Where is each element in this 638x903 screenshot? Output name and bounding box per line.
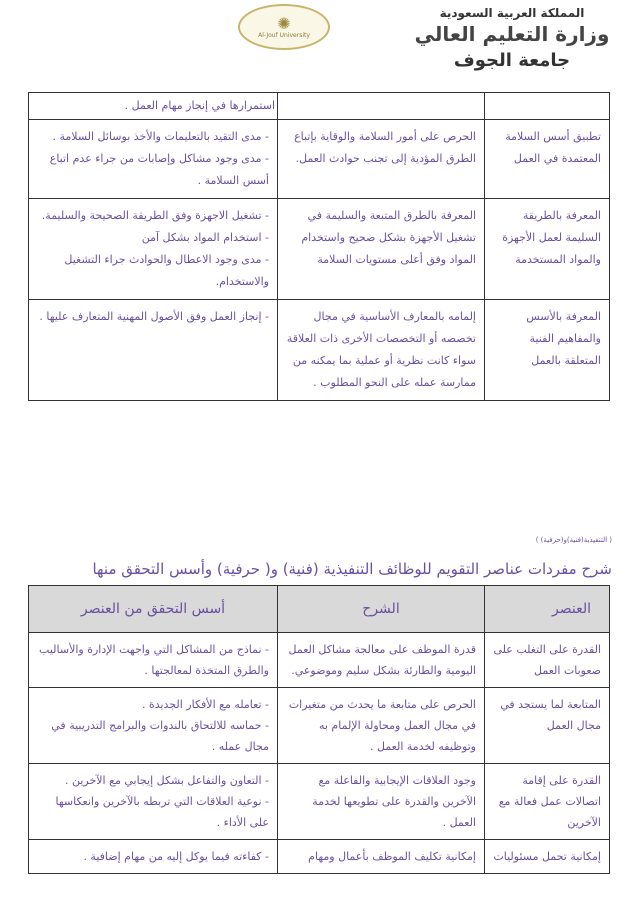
basis-item: - تعامله مع الأفكار الجديدة . — [141, 698, 269, 711]
basis-item: - حماسه للالتحاق بالندوات والبرامج التدريبية في مجال عمله . — [51, 719, 269, 753]
element-cell: القدرة على التغلب على صعوبات العمل — [485, 633, 610, 688]
table-row — [29, 120, 610, 199]
basis-item: - تشغيل الاجهزة وفق الطريقة الصحيحة والسليمة. — [41, 209, 269, 222]
bases-cell — [29, 840, 278, 874]
university-name: جامعة الجوف — [453, 50, 571, 71]
table-cell — [29, 93, 278, 120]
explanation-cell: إلمامه بالمعارف الأساسية في مجال تخصصه أو التخصصات الأخرى ذات العلاقة سواء كانت نظرية أو عملية بما يمكنه من ممارسة عمله على النحو المطلوب . — [278, 300, 485, 401]
table-row — [29, 688, 610, 764]
kingdom-name: المملكة العربية السعودية — [439, 6, 585, 20]
category-note: ( التنفيذية(فنية)و(حرفية) ) — [535, 536, 612, 544]
basis-item: - مدى التقيد بالتعليمات والأخذ بوسائل السلامة . — [52, 130, 269, 143]
section-title: شرح مفردات عناصر التقويم للوظائف التنفيذية (فنية) و( حرفية) وأسس التحقق منها — [92, 560, 612, 578]
bases-cell — [29, 199, 278, 300]
bases-cell — [29, 688, 278, 764]
bases-cell — [29, 633, 278, 688]
column-header-explanation: الشرح — [278, 586, 485, 633]
basis-item: - نماذج من المشاكل التي واجهت الإدارة والأساليب والطرق المتخذة لمعالجتها . — [39, 643, 269, 677]
table-row — [29, 633, 610, 688]
column-header-element: العنصر — [485, 586, 610, 633]
table-row — [29, 93, 610, 120]
table-row — [29, 199, 610, 300]
explanation-cell: وجود العلاقات الإيجابية والفاعلة مع الآخرين والقدرة على تطويعها لخدمة العمل . — [278, 764, 485, 840]
basis-item: - مدى وجود الاعطال والحوادث جراء التشغيل والاستخدام. — [64, 253, 269, 288]
table-cell — [485, 93, 610, 120]
table-row — [29, 300, 610, 401]
page-header — [0, 0, 638, 92]
bases-cell — [29, 300, 278, 401]
element-cell: تطبيق أسس السلامة المعتمدة في العمل — [485, 120, 610, 199]
table-cell — [278, 93, 485, 120]
explanation-cell: الحرص على متابعة ما يحدث من متغيرات في مجال العمل ومحاولة الإلمام به وتوظيفه لخدمة العمل . — [278, 688, 485, 764]
table-header-row — [29, 586, 610, 633]
element-cell: إمكانية تحمل مسئوليات — [485, 840, 610, 874]
column-header-bases: أسس التحقق من العنصر — [29, 586, 278, 633]
seal-emblem-icon: ✺ — [277, 13, 291, 33]
basis-item: - التعاون والتفاعل بشكل إيجابي مع الآخرين . — [64, 774, 269, 787]
explanation-cell: قدرة الموظف على معالجة مشاكل العمل اليومية والطارئة بشكل سليم وموضوعي. — [278, 633, 485, 688]
table-row — [29, 764, 610, 840]
ministry-name: وزارة التعليم العالي — [414, 22, 610, 46]
ministry-logo — [412, 6, 612, 71]
element-cell: المعرفة بالطريقة السليمة لعمل الأجهزة والمواد المستخدمة — [485, 199, 610, 300]
bases-cell — [29, 764, 278, 840]
basis-item: - نوعية العلاقات التي تربطه بالآخرين وانعكاسها على الأداء . — [55, 795, 269, 829]
element-cell: القدرة على إقامة اتصالات عمل فعالة مع الآخرين — [485, 764, 610, 840]
basis-item: - إنجاز العمل وفق الأصول المهنية المتعارف عليها . — [39, 310, 269, 323]
seal-text: Al-Jouf University — [258, 31, 310, 39]
bases-cell — [29, 120, 278, 199]
element-cell: المتابعة لما يستجد في مجال العمل — [485, 688, 610, 764]
explanation-cell: الحرص على أمور السلامة والوقاية بإتباع الطرق المؤدية إلى تجنب حوادث العمل. — [278, 120, 485, 199]
basis-item: - استخدام المواد بشكل آمن — [141, 231, 269, 244]
basis-item: - كفاءته فيما يوكل إليه من مهام إضافية . — [83, 850, 269, 863]
explanation-cell: إمكانية تكليف الموظف بأعمال ومهام — [278, 840, 485, 874]
basis-item: - مدى وجود مشاكل وإصابات من جراء عدم اتباع أسس السلامة . — [49, 152, 269, 187]
evaluation-table-1 — [28, 92, 610, 401]
evaluation-table-2 — [28, 585, 610, 874]
continued-text: استمرارها في إنجاز مهام العمل . — [124, 99, 275, 112]
explanation-cell: المعرفة بالطرق المتبعة والسليمة في تشغيل الأجهزة بشكل صحيح واستخدام المواد وفق أعلى مستويات السلامة — [278, 199, 485, 300]
table-row — [29, 840, 610, 874]
university-seal — [238, 4, 330, 50]
element-cell: المعرفة بالأسس والمفاهيم الفنية المتعلقة بالعمل — [485, 300, 610, 401]
